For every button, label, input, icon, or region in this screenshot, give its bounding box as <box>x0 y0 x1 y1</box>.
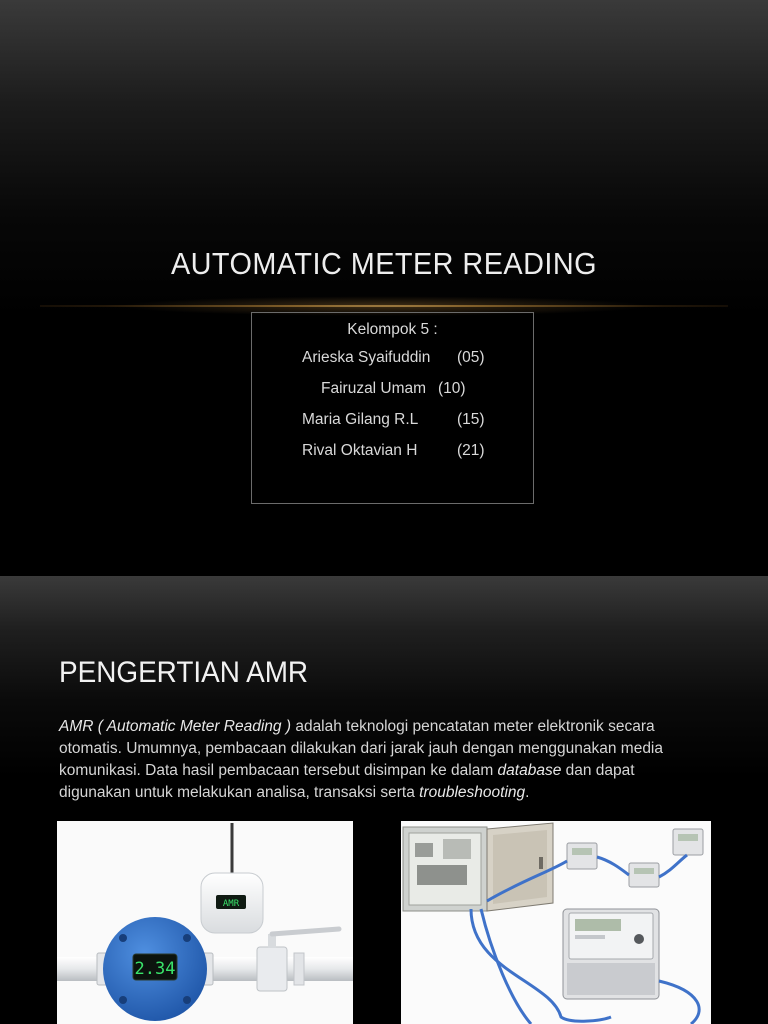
member-number: (21) <box>457 442 485 459</box>
troubleshooting-term: troubleshooting <box>419 784 526 801</box>
meter-display: 2.34 <box>134 959 176 979</box>
amr-term: AMR ( Automatic Meter Reading ) <box>59 718 292 735</box>
member-name: Fairuzal Umam <box>321 380 427 397</box>
slide-title: AUTOMATIC METER READING <box>170 246 598 281</box>
member-name: Maria Gilang R.L <box>302 411 419 428</box>
member-list-box <box>251 312 534 504</box>
database-term: database <box>497 762 562 779</box>
member-row <box>252 349 533 369</box>
paragraph-text-2: dan dapat digunakan untuk melakukan analisa, transaksi serta <box>59 762 635 801</box>
paragraph-text-1: adalah teknologi pencatatan meter elektronik secara otomatis. Umumnya, pembacaan dilakukan dari jarak jauh dengan menggunakan media komunikasi. Data hasil pembacaan tersebut disimpan ke dalam <box>59 718 664 779</box>
member-number: (05) <box>457 349 485 366</box>
title-divider-glow <box>40 305 728 307</box>
member-row <box>252 380 533 400</box>
member-name: Rival Oktavian H <box>302 442 418 459</box>
electric-meter-panel-photo <box>401 821 711 1024</box>
water-meter-icon <box>57 821 353 1024</box>
group-label: Kelompok 5 : <box>347 321 438 338</box>
member-name: Arieska Syaifuddin <box>302 349 431 366</box>
transmitter-display: AMR <box>222 899 240 909</box>
member-number: (15) <box>457 411 485 428</box>
slide-heading: PENGERTIAN AMR <box>59 656 309 689</box>
member-row <box>252 411 533 431</box>
paragraph-text-3: . <box>525 784 530 801</box>
water-meter-illustration <box>57 821 353 1024</box>
definition-paragraph <box>59 716 709 804</box>
member-number: (10) <box>438 380 466 397</box>
member-row <box>252 442 533 462</box>
content-slide <box>0 576 768 1024</box>
electric-meter-panel-icon <box>401 821 711 1024</box>
